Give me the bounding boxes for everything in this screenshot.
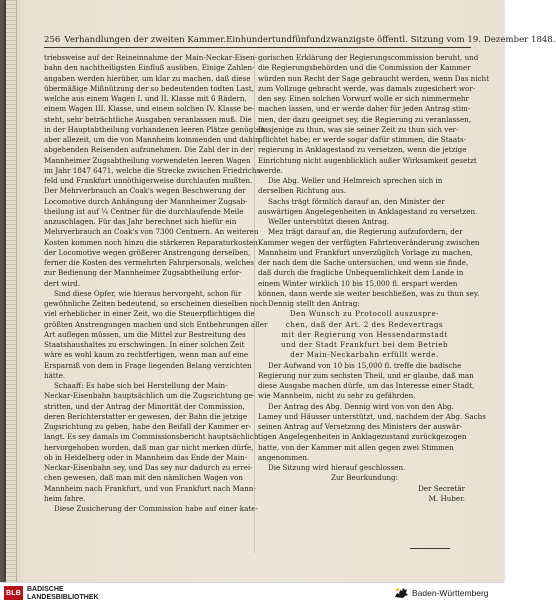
text-line: bahn den nachtheiligsten Einfluß ausüben. Einige Zahlen- <box>44 63 255 73</box>
text-line: hatte, von der Kammer mit allen gegen zwei Stimmen <box>258 442 454 452</box>
text-line: daß durch die fragliche Unbequemlichkeit dem Lande in <box>258 268 464 278</box>
text-line: gewöhnliche Zeiten bedeutend, so erscheinen dieselben noch <box>44 299 268 308</box>
text-line: stritten, und der Antrag der Minorität der Commission, <box>44 401 245 411</box>
text-line: aber allezeit, um die von Mannheim kommenden und dahin <box>44 135 260 144</box>
text-line: welche aus einem Wagen I. und II. Klasse mit 6 Rädern, <box>44 94 247 103</box>
page-number: 256 <box>44 35 61 45</box>
text-line: Kosten kommen noch hinzu die stärkeren Reparaturkosten <box>44 237 258 247</box>
text-line: Die Sitzung wird hierauf geschlossen. <box>268 463 406 472</box>
column-divider <box>254 53 255 553</box>
text-line: hervorgehoben worden, daß man gar nicht merken dürfe, <box>44 442 254 452</box>
state-name: Baden-Württemberg <box>412 588 489 598</box>
text-line: machen lassen, und er werde daher für jeden Antrag stim- <box>258 104 471 114</box>
text-line: Einrichtung nicht augenblicklich außer Wirksamkeit gesetzt <box>258 155 477 165</box>
header-rule <box>44 47 471 48</box>
text-line: abgehenden Reisenden aufzunehmen. Die Zahl der in der <box>44 145 253 155</box>
text-line: der nach dem die Sache untersuchen, und wenn sie finde, <box>258 258 469 267</box>
left-column <box>44 53 268 514</box>
text-line: der Main-Neckarbahn erfüllt werde. <box>290 350 439 360</box>
text-line: gorischen Erklärung der Regierungscommission beruht, und <box>258 53 479 62</box>
text-line: Regierung nur zum sechsten Theil, und er glaube, daß man <box>258 370 474 380</box>
text-line: Mehrverbrauch an Coak's von 7300 Centnern. An weiteren <box>44 227 259 237</box>
text-line: triebsweise auf der Reineinnahme der Main-Neckar-Eisen- <box>44 53 257 62</box>
text-line: größten Anstrengungen machen und sich Entbehrungen aller <box>44 319 268 329</box>
text-line: Der Secretär <box>418 483 465 493</box>
right-column <box>258 53 490 504</box>
text-line: in der Hauptabtheilung vorhandenen leeren Plätze genügten <box>44 124 265 134</box>
text-line: steht, sehr beträchtliche Ausgaben veranlassen muß. Die <box>44 114 252 124</box>
text-line: Mannheim nach Frankfurt, und von Frankfurt nach Mann- <box>44 483 256 493</box>
text-line: chen, daß der Art. 2 des Redevertrags <box>285 319 444 329</box>
text-line: Der Aufwand von 10 bis 15,000 fl. treffe die badische <box>268 360 462 370</box>
signature-rule <box>410 548 450 549</box>
text-line: werde. <box>258 165 283 175</box>
text-line: Der Antrag des Abg. Dennig wird von von den Abg. <box>268 401 454 411</box>
text-line: zum Vollzuge gebracht werde, was damals zugesichert wor- <box>258 83 476 93</box>
text-line: Mez trägt darauf an, die Regierung aufzufordern, der <box>268 227 463 237</box>
text-line: Den Wunsch zu Protocoll auszuspre- <box>289 309 440 319</box>
text-line: wie Mannheim, nicht zu sehr zu gefährden. <box>258 391 416 401</box>
text-line: und der Stadt Frankfurt bei dem Betrieb <box>280 340 449 349</box>
text-line: Dennig stellt den Antrag: <box>268 299 360 308</box>
header-left-title: Verhandlungen der zweiten Kammer. <box>64 35 227 45</box>
text-line: einem Wagen III. Klasse, und einem solchen IV. Klasse be- <box>44 104 255 114</box>
text-line: zur Bedienung der Mannheimer Zugsabtheilung erfor- <box>44 268 242 278</box>
library-footer <box>0 582 504 603</box>
text-line: regierung in Anklagestand zu versetzen, wenn die jetzige <box>258 145 467 155</box>
text-line: können, dann werde sie weiter beschließen, was zu thun sey. <box>258 288 480 298</box>
text-line: Weller unterstützt diesen Antrag. <box>268 217 390 226</box>
text-line: heim fahre. <box>44 493 86 503</box>
library-name <box>27 586 99 601</box>
text-line: Ersparniß von dem in Frage liegenden Belang verzichten <box>44 360 252 370</box>
text-line: Sachs trägt förmlich darauf an, den Minister der <box>268 196 445 206</box>
header-right-title: Einhundertundfünfundzwanzigste öffentl. Sitzung vom 19. Dezember 1848. <box>226 35 556 45</box>
text-line: den sey. Einen solchen Vorwurf wolle er sich nimmermehr <box>258 94 469 103</box>
text-line: derselben Richtung aus. <box>258 186 347 196</box>
text-line: dert wird. <box>44 278 80 288</box>
text-line: ob in Heidelberg oder in Mannheim das Ende der Main- <box>44 452 247 462</box>
text-line: ferner die Kosten des vermehrten Fahrpersonals, welches <box>44 258 254 267</box>
text-line: Kammer wegen der verfügten Fahrtenveränderung zwischen <box>258 237 480 247</box>
text-line: M. Huber. <box>428 493 465 503</box>
text-line: angaben werden hierüber, um klar zu machen, daß diese <box>44 73 251 83</box>
text-line: theilung ist auf ¼ Centner für die durchlaufende Meile <box>44 206 244 216</box>
text-line: feld und Frankfurt unnöthigerweise durchlaufen mußten. <box>44 176 253 185</box>
text-line: pflichtet habe; er werde sogar dafür stimmen, die Staats- <box>258 135 467 144</box>
text-line: Der Mehrverbrauch an Coak's wegen Beschwerung der <box>44 186 246 196</box>
text-line: die Regierungsbehörden und die Commission der Kammer <box>258 63 471 73</box>
text-line: einem Winter wirklich 10 bis 15,000 fl. erspart werden <box>258 278 458 288</box>
text-line: viel erheblicher in einer Zeit, wo die Steuerpflichtigen die <box>44 309 255 319</box>
text-line: tigen Angelegenheiten in Anklagezustand zurückgezogen <box>258 432 467 442</box>
text-line: würden nun Recht der Sage gebraucht werden, wenn Das nicht <box>258 73 490 83</box>
text-line: Zur Beurkundung: <box>331 473 398 483</box>
text-line: Mannheimer Zugsabtheilung vorwendeten leeren Wagen <box>44 155 251 165</box>
text-line: Staatshaushaltes zu erschwingen. In einer solchen Zeit <box>44 340 245 349</box>
text-line: Zugsrichtung zu geben, habe den Beifall der Kammer er- <box>44 422 252 431</box>
text-line: seinen Antrag auf Versetzung des Ministers der auswär- <box>258 422 462 431</box>
text-line: Mannheim und Frankfurt unverzüglich Vorlage zu machen, <box>258 247 473 257</box>
library-name-line1: BADISCHE <box>27 586 64 593</box>
text-line: Sind diese Opfer, wie hieraus hervorgeht, schon für <box>54 288 242 298</box>
text-line: chen gewesen, daß man mit den nämlichen Wagen von <box>44 473 243 483</box>
text-line: diese Ausgabe machen dürfe, um das Interesse einer Stadt, <box>258 381 475 390</box>
text-line: Die Abg. Weller und Helmreich sprechen sich in <box>268 176 443 185</box>
text-line: Neckar-Eisenbahn hauptsächlich um die Zugsrichtung ge- <box>44 391 256 401</box>
text-line: übermäßige Mißnützung der so bedeutenden todten Last, <box>44 83 254 93</box>
text-line: Schaaff: Es habe sich bei Herstellung der Main- <box>54 381 228 390</box>
baden-wuerttemberg-lion-icon <box>394 587 409 599</box>
page-edge <box>6 0 17 582</box>
text-line: wäre es wohl kaum zu rechtfertigen, wenn man auf eine <box>44 350 249 360</box>
text-line: Neckar-Eisenbahn sey, und Das sey nur dadurch zu errei- <box>44 463 253 472</box>
text-line: angenommen. <box>258 452 310 462</box>
library-name-line2: LANDESBIBLIOTHEK <box>27 593 99 601</box>
text-line: hätte. <box>44 370 66 380</box>
text-line: auswärtigen Angelegenheiten in Anklagestand zu versetzen. <box>258 206 478 216</box>
text-line: im Jahr 1847 6471, welche die Strecke zwischen Friedrichs- <box>44 165 263 175</box>
text-line: Locomotive durch Anhängung der Mannheimer Zugsab- <box>44 196 248 206</box>
text-line: anzuschlagen. Für das Jahr berechnet sich hiefür ein <box>44 217 237 226</box>
text-line: der Locomotive wegen größerer Anstrengung derselben, <box>44 247 251 257</box>
text-line: deren Berichterstatter er gewesen, der Bahn die jetzige <box>44 411 248 421</box>
text-line: mit der Regierung von Hessendarmstadt <box>281 329 448 339</box>
text-line: men, der dazu geeignet sey, die Regierung zu veranlassen, <box>258 114 472 124</box>
text-line: Art auflegen müssen, um die Mittel zur Bestreitung des <box>44 329 246 339</box>
blb-logo: BLB <box>4 586 23 600</box>
text-line: Dasjenige zu thun, was sie seiner Zeit zu thun sich ver- <box>258 124 459 134</box>
text-line: Lamey und Häusser unterstützt, und, nachdem der Abg. Sachs <box>258 411 486 421</box>
text-line: langt. Es sey damals im Commissionsbericht hauptsächlich <box>44 432 259 442</box>
text-line: Diese Zusicherung der Commission habe auf einer kate- <box>54 504 258 513</box>
